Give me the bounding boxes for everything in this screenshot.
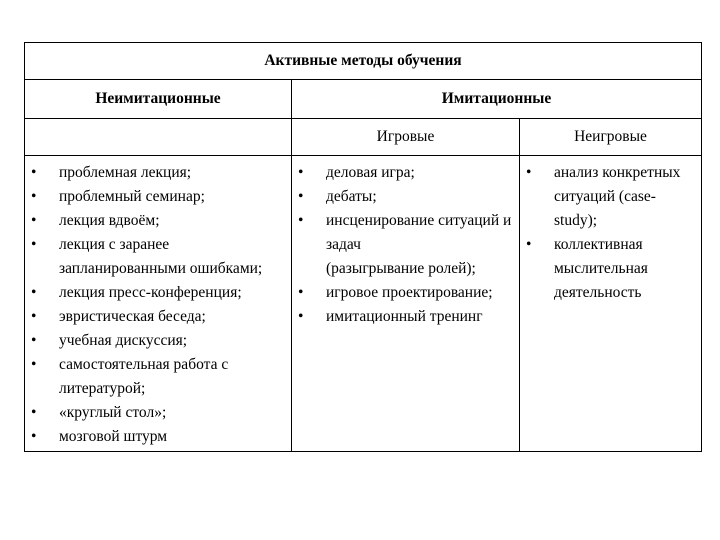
list-item: • лекция пресс-конференция; [25, 281, 285, 305]
list-item: • инсценирование ситуаций и задач [292, 209, 515, 257]
non-imitation-list [25, 161, 285, 449]
list-item: • коллективная мыслительная деятельность [520, 233, 695, 305]
list-item: • проблемная лекция; [25, 161, 285, 185]
empty-cell [25, 119, 292, 156]
header-imitation: Имитационные [292, 80, 702, 119]
header-non-imitation: Неимитационные [25, 80, 292, 119]
header-game: Игровые [292, 119, 520, 156]
list-item: • мозговой штурм [25, 425, 285, 449]
list-item: • эвристическая беседа; [25, 305, 285, 329]
game-list [292, 161, 515, 329]
table-title: Активные методы обучения [25, 43, 702, 80]
header-non-game: Неигровые [520, 119, 702, 156]
list-item: • анализ конкретных ситуаций (case-study); [520, 161, 695, 233]
list-item: • имитационный тренинг [292, 305, 515, 329]
list-item: • дебаты; [292, 185, 515, 209]
list-item: • игровое проектирование; [292, 281, 515, 305]
list-item: • лекция с заранее запланированными ошибками; [25, 233, 285, 281]
list-item: • самостоятельная работа с литературой; [25, 353, 285, 401]
list-item: • деловая игра; [292, 161, 515, 185]
game-list-cell [292, 156, 520, 452]
list-item: • «круглый стол»; [25, 401, 285, 425]
non-game-list [520, 161, 695, 305]
non-game-list-cell [520, 156, 702, 452]
non-imitation-list-cell [25, 156, 292, 452]
list-item-continuation: (разыгрывание ролей); [326, 260, 476, 277]
list-item: • проблемный семинар; [25, 185, 285, 209]
list-item: • лекция вдвоём; [25, 209, 285, 233]
active-methods-table [24, 42, 702, 452]
list-item: • учебная дискуссия; [25, 329, 285, 353]
